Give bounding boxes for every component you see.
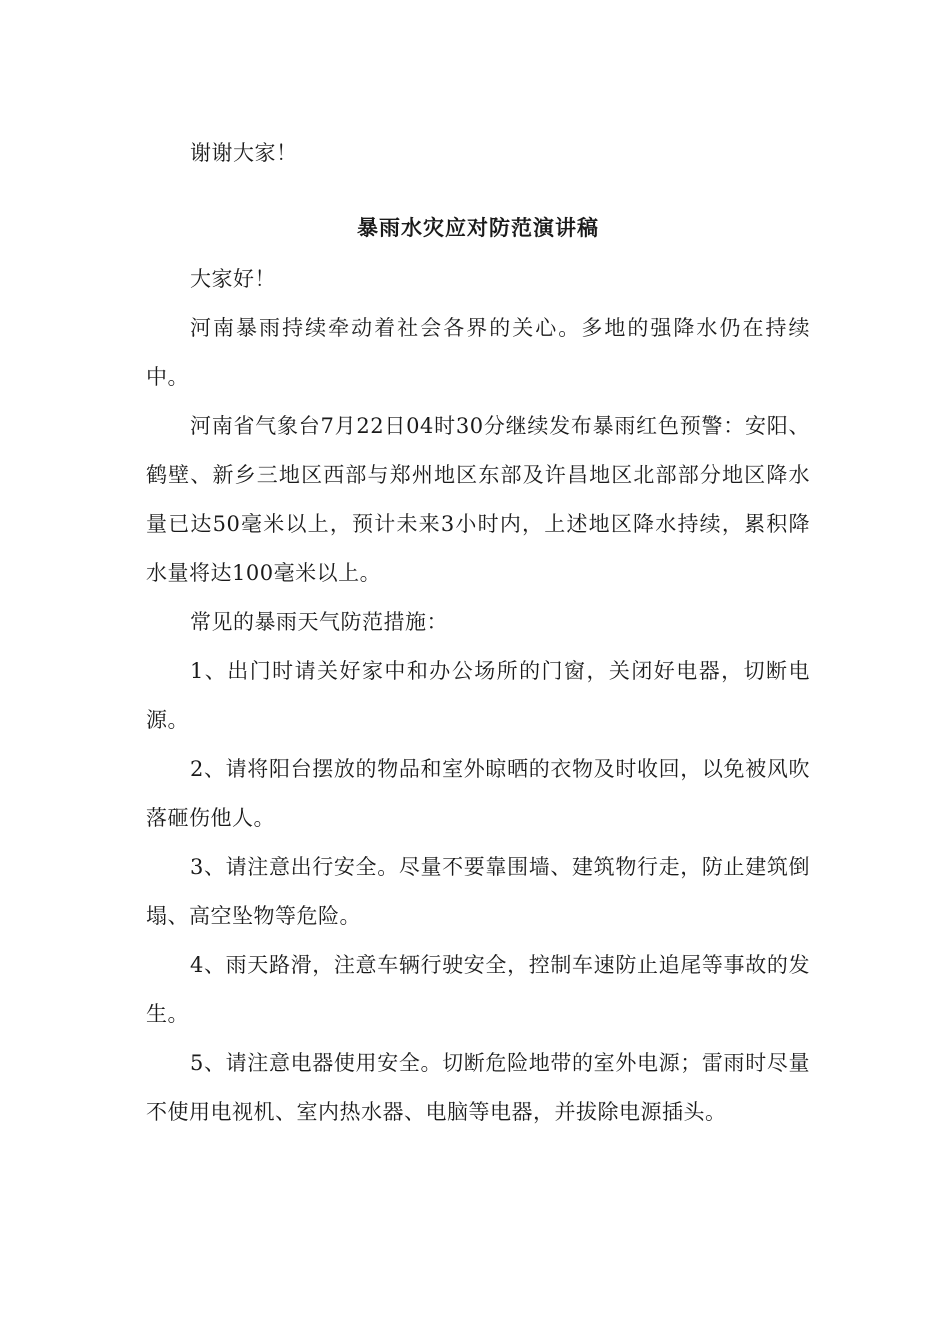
speech-body: [146, 255, 810, 1137]
closing-block: [146, 129, 810, 178]
paragraph-warning: 河南省气象台7月22日04时30分继续发布暴雨红色预警：安阳、鹤壁、新乡三地区西部与郑州地区东部及许昌地区北部部分地区降水量已达50毫米以上，预计未来3小时内，上述地区降水持续，累积降水量将达100毫米以上。: [146, 414, 810, 585]
paragraph-intro: 河南暴雨持续牵动着社会各界的关心。多地的强降水仍在持续中。: [146, 316, 810, 389]
measure-item-1: 1、出门时请关好家中和办公场所的门窗，关闭好电器，切断电源。: [146, 659, 810, 732]
greeting: 大家好！: [190, 267, 276, 291]
paragraph-measures-heading: 常见的暴雨天气防范措施：: [190, 610, 448, 634]
measure-item-5: 5、请注意电器使用安全。切断危险地带的室外电源；雷雨时尽量不使用电视机、室内热水器、电脑等电器，并拔除电源插头。: [146, 1051, 810, 1124]
measure-item-3: 3、请注意出行安全。尽量不要靠围墙、建筑物行走，防止建筑倒塌、高空坠物等危险。: [146, 855, 810, 928]
closing-line: 谢谢大家！: [190, 141, 298, 165]
measure-item-4: 4、雨天路滑，注意车辆行驶安全，控制车速防止追尾等事故的发生。: [146, 953, 810, 1026]
speech-title: 暴雨水灾应对防范演讲稿: [357, 215, 599, 240]
measure-item-2: 2、请将阳台摆放的物品和室外晾晒的衣物及时收回，以免被风吹落砸伤他人。: [146, 757, 810, 830]
